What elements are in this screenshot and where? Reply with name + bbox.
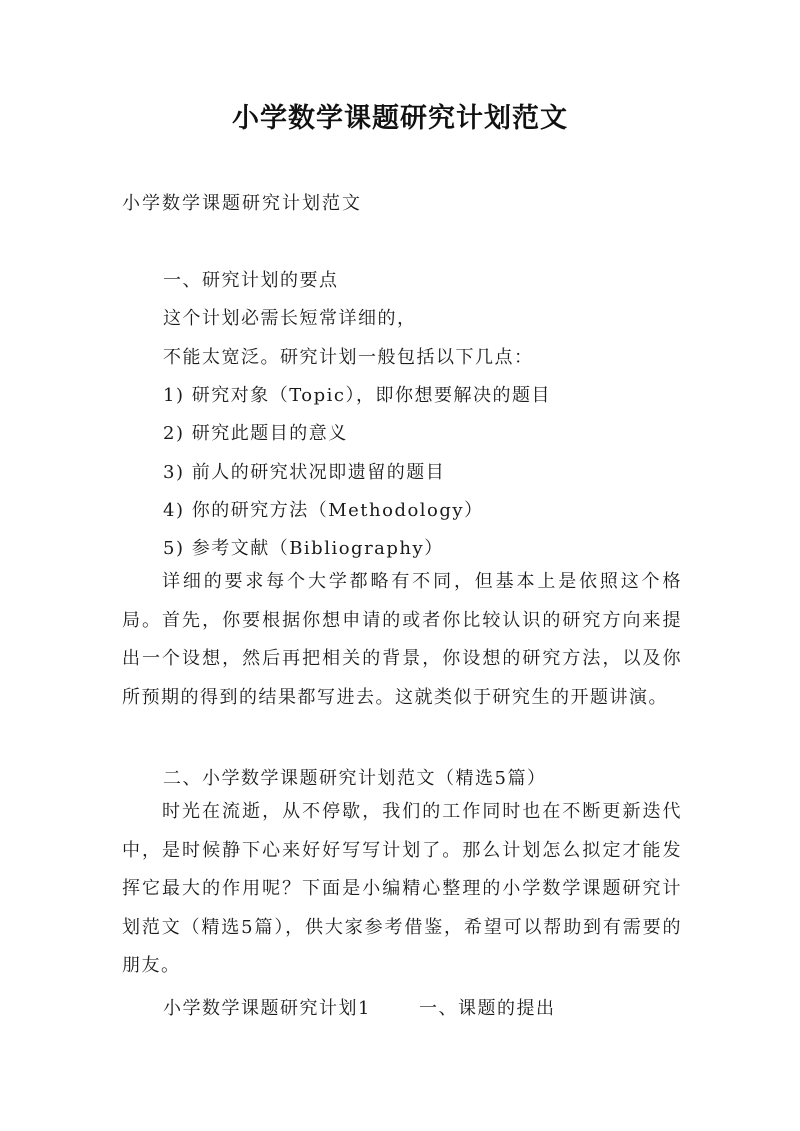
body-line: 这个计划必需长短常详细的，: [163, 308, 417, 329]
section-heading-1: 一、研究计划的要点: [163, 270, 339, 291]
list-item: 4) 你的研究方法（Methodology）: [163, 500, 484, 521]
body-paragraph: 详细的要求每个大学都略有不同，但基本上是依照这个格局。首先，你要根据你想申请的或者你比较认识的研究方向来提出一个设想，然后再把相关的背景，你设想的研究方法，以及你所预期的得到的结果都写进去。这就类似于研究生的开题讲演。: [122, 571, 682, 708]
document-subtitle: 小学数学课题研究计划范文: [122, 193, 362, 214]
list-item: 2) 研究此题目的意义: [163, 423, 348, 444]
body-line: 不能太宽泛。研究计划一般包括以下几点：: [163, 347, 534, 368]
list-item: 1) 研究对象（Topic），即你想要解决的题目: [163, 385, 552, 406]
body-paragraph: 时光在流逝，从不停歇，我们的工作同时也在不断更新迭代中，是时候静下心来好好写写计划了。那么计划怎么拟定才能发挥它最大的作用呢？下面是小编精心整理的小学数学课题研究计划范文（精选5篇），供大家参考借鉴，希望可以帮助到有需要的朋友。: [122, 801, 682, 976]
plan-heading-line: [163, 994, 555, 1020]
document-title: 小学数学课题研究计划范文: [232, 103, 568, 134]
list-item: 5) 参考文献（Bibliography）: [163, 538, 444, 559]
plan-title: 小学数学课题研究计划1: [163, 998, 371, 1019]
plan-subheading: 一、课题的提出: [418, 998, 556, 1019]
list-item: 3) 前人的研究状况即遗留的题目: [163, 462, 446, 483]
section-heading-2: 二、小学数学课题研究计划范文（精选5篇）: [163, 768, 547, 789]
